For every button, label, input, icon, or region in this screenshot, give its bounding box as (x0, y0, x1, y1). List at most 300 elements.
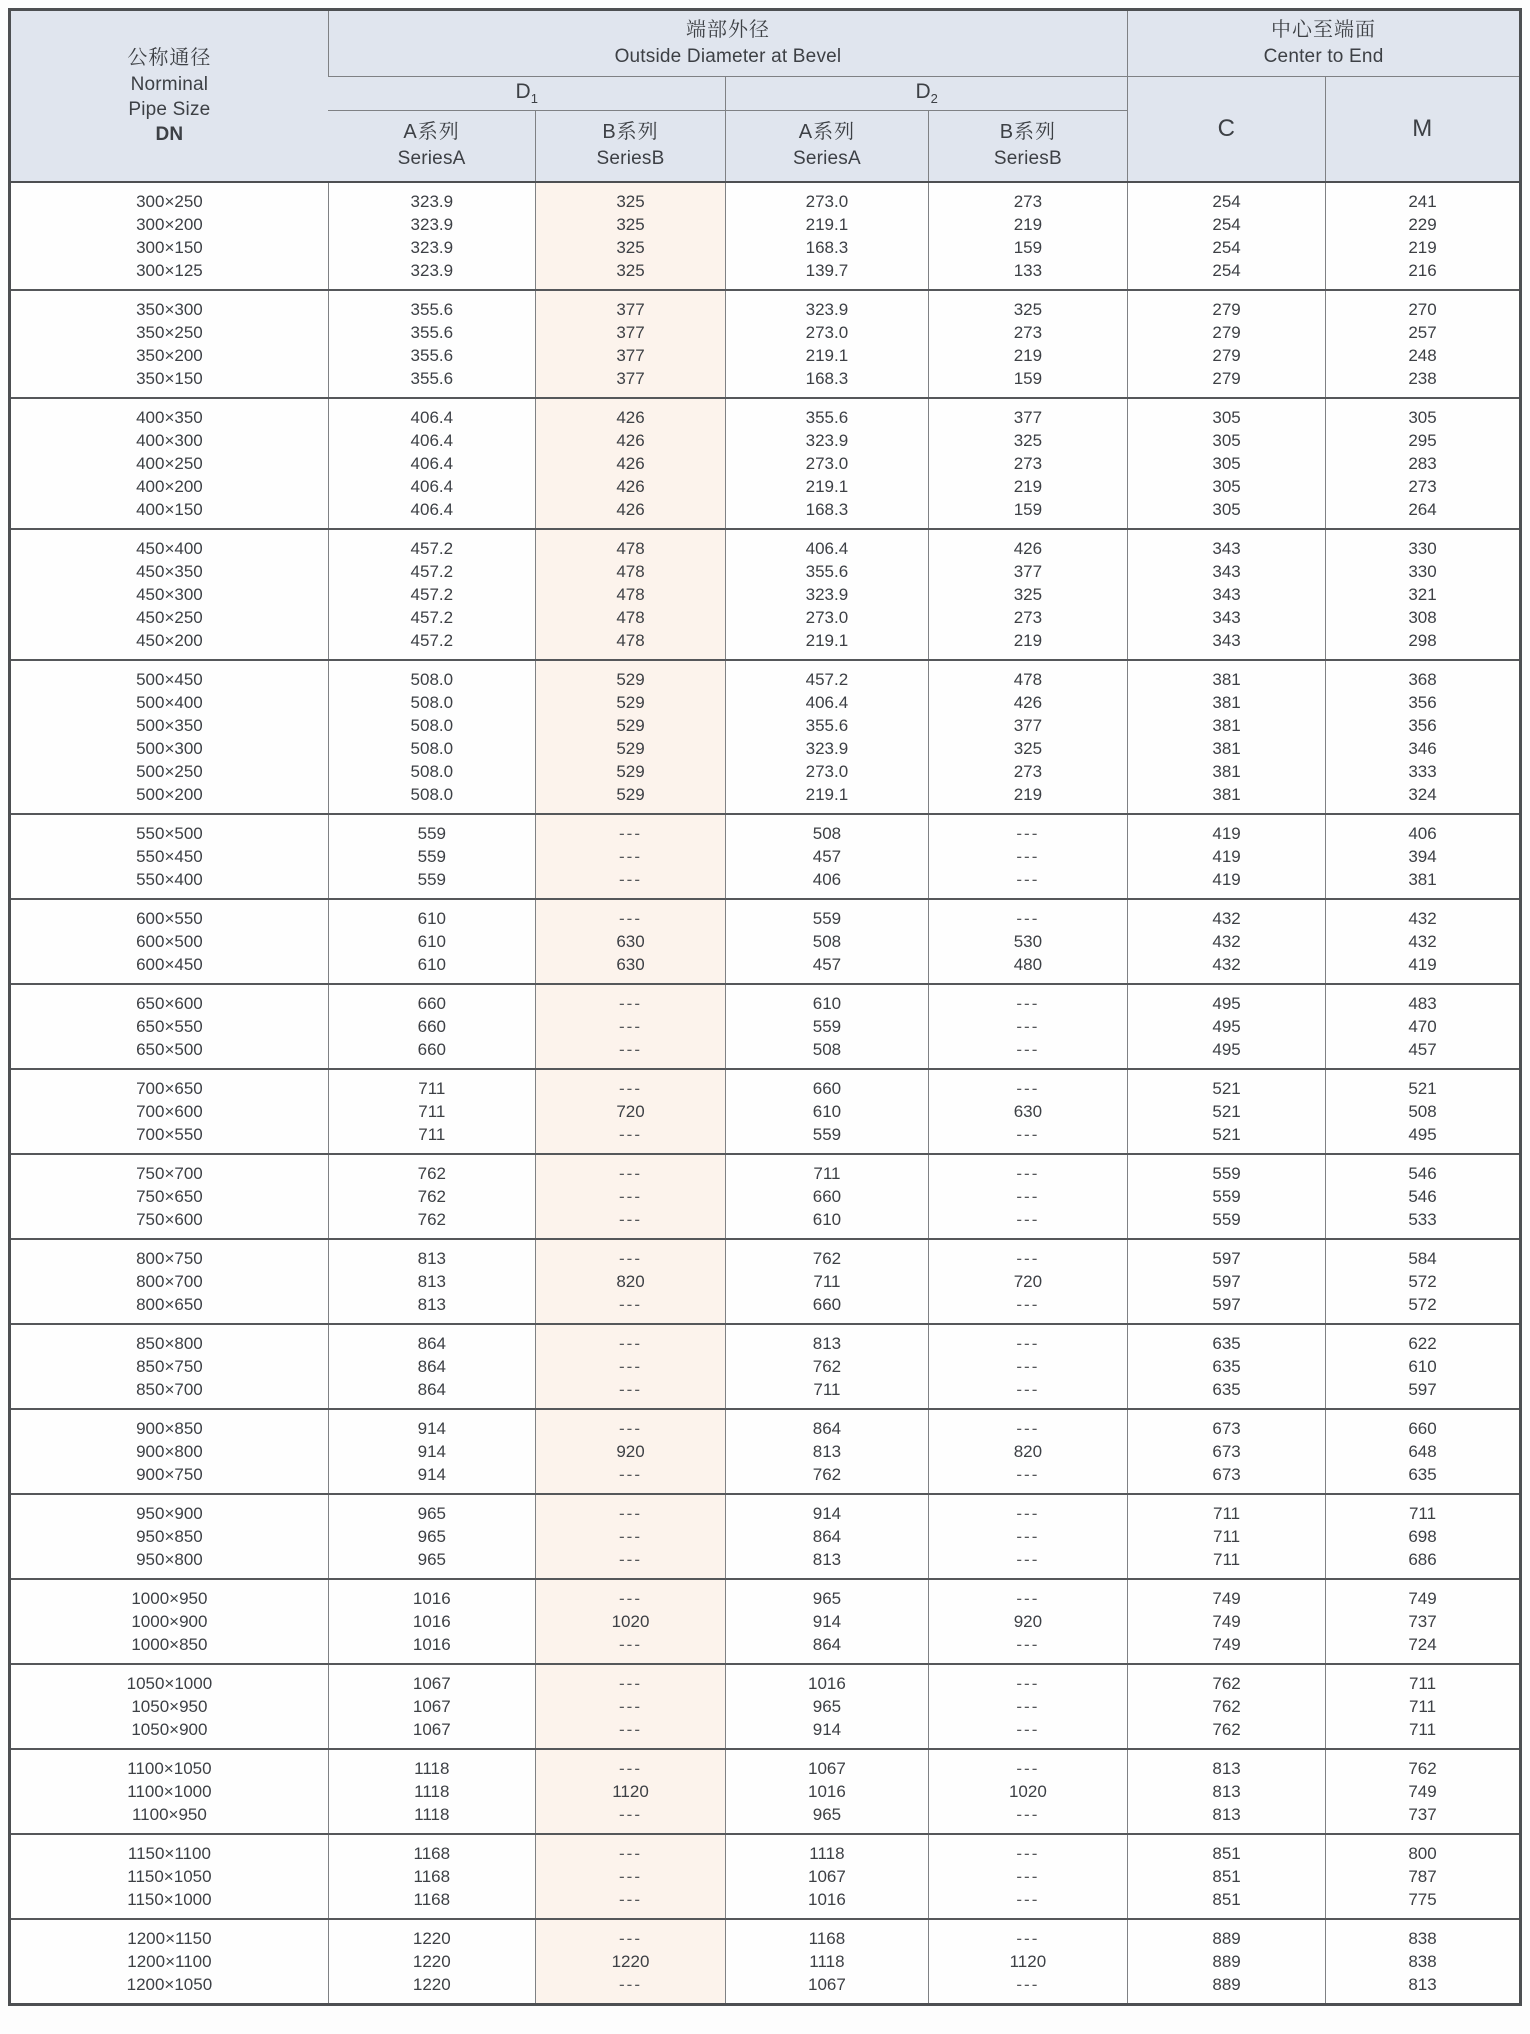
cell-d2-series-b: 159 (928, 498, 1127, 529)
cell-dn: 600×500 (10, 930, 329, 953)
table-row (10, 182, 1521, 213)
cell-m: 686 (1326, 1548, 1521, 1579)
cell-dn: 450×300 (10, 583, 329, 606)
cell-m: 698 (1326, 1525, 1521, 1548)
header-nps-en-line2: Pipe Size (128, 99, 211, 121)
cell-dn: 600×450 (10, 953, 329, 984)
cell-dn: 950×850 (10, 1525, 329, 1548)
cell-dn: 950×800 (10, 1548, 329, 1579)
cell-d1-series-a: 1220 (328, 1919, 535, 1950)
table-header (10, 10, 1521, 183)
table-row (10, 606, 1521, 629)
table-row (10, 845, 1521, 868)
cell-c: 343 (1128, 583, 1326, 606)
cell-d2-series-b: 1120 (928, 1950, 1127, 1973)
cell-d1-series-a: 457.2 (328, 529, 535, 560)
cell-dn: 1150×1100 (10, 1834, 329, 1865)
cell-d2-series-a: 660 (726, 1185, 928, 1208)
cell-d2-series-a: 406.4 (726, 529, 928, 560)
cell-c: 305 (1128, 429, 1326, 452)
cell-d2-series-a: 711 (726, 1270, 928, 1293)
cell-m: 381 (1326, 868, 1521, 899)
cell-d2-series-b: 325 (928, 583, 1127, 606)
cell-dn: 1050×1000 (10, 1664, 329, 1695)
cell-c: 254 (1128, 259, 1326, 290)
cell-d2-series-b: 159 (928, 236, 1127, 259)
cell-c: 749 (1128, 1579, 1326, 1610)
cell-m: 572 (1326, 1270, 1521, 1293)
cell-m: 521 (1326, 1069, 1521, 1100)
cell-c: 851 (1128, 1865, 1326, 1888)
cell-dn: 500×350 (10, 714, 329, 737)
cell-d2-series-a: 864 (726, 1633, 928, 1664)
cell-d2-series-b: 920 (928, 1610, 1127, 1633)
cell-dn: 500×450 (10, 660, 329, 691)
cell-d1-series-b: --- (535, 1038, 725, 1069)
cell-d2-series-b: --- (928, 1548, 1127, 1579)
header-center-to-end (1128, 10, 1521, 77)
cell-c: 559 (1128, 1208, 1326, 1239)
table-row (10, 1865, 1521, 1888)
cell-c: 381 (1128, 691, 1326, 714)
cell-d1-series-b: 478 (535, 529, 725, 560)
cell-d2-series-b: --- (928, 1208, 1127, 1239)
table-row (10, 1718, 1521, 1749)
cell-d2-series-b: --- (928, 1038, 1127, 1069)
cell-d1-series-b: --- (535, 1865, 725, 1888)
cell-d2-series-b: 820 (928, 1440, 1127, 1463)
dn-group (10, 1749, 1521, 1834)
table-row (10, 1293, 1521, 1324)
cell-d1-series-b: --- (535, 814, 725, 845)
cell-d2-series-a: 323.9 (726, 737, 928, 760)
cell-d1-series-b: --- (535, 1919, 725, 1950)
cell-d1-series-b: --- (535, 1579, 725, 1610)
cell-d2-series-b: --- (928, 1154, 1127, 1185)
cell-d2-series-a: 219.1 (726, 629, 928, 660)
cell-d2-series-a: 323.9 (726, 583, 928, 606)
cell-d2-series-a: 1067 (726, 1973, 928, 2005)
dn-group (10, 1324, 1521, 1409)
header-d1-series-b: B系列 SeriesB (535, 111, 725, 183)
cell-d2-series-a: 508 (726, 814, 928, 845)
cell-d1-series-a: 355.6 (328, 321, 535, 344)
cell-m: 610 (1326, 1355, 1521, 1378)
cell-d1-series-b: --- (535, 984, 725, 1015)
cell-c: 254 (1128, 236, 1326, 259)
cell-dn: 750×700 (10, 1154, 329, 1185)
table-row (10, 1579, 1521, 1610)
cell-d1-series-a: 864 (328, 1355, 535, 1378)
cell-dn: 350×150 (10, 367, 329, 398)
cell-c: 432 (1128, 953, 1326, 984)
cell-c: 305 (1128, 475, 1326, 498)
cell-c: 597 (1128, 1239, 1326, 1270)
cell-d2-series-a: 406.4 (726, 691, 928, 714)
cell-d2-series-b: --- (928, 1409, 1127, 1440)
cell-d2-series-b: --- (928, 1579, 1127, 1610)
cell-dn: 400×250 (10, 452, 329, 475)
cell-dn: 1050×950 (10, 1695, 329, 1718)
cell-dn: 550×450 (10, 845, 329, 868)
cell-d2-series-a: 273.0 (726, 182, 928, 213)
cell-d2-series-b: 377 (928, 398, 1127, 429)
cell-d1-series-b: --- (535, 1378, 725, 1409)
cell-dn: 400×150 (10, 498, 329, 529)
cell-d1-series-a: 1220 (328, 1973, 535, 2005)
cell-dn: 450×200 (10, 629, 329, 660)
table-row (10, 1270, 1521, 1293)
cell-d1-series-b: --- (535, 1888, 725, 1919)
table-row (10, 814, 1521, 845)
cell-m: 333 (1326, 760, 1521, 783)
cell-d1-series-b: --- (535, 1548, 725, 1579)
cell-d2-series-a: 813 (726, 1440, 928, 1463)
cell-d2-series-b: --- (928, 984, 1127, 1015)
table-row (10, 899, 1521, 930)
cell-d1-series-b: 478 (535, 629, 725, 660)
cell-d2-series-a: 457 (726, 845, 928, 868)
cell-d2-series-b: 273 (928, 182, 1127, 213)
cell-dn: 400×300 (10, 429, 329, 452)
cell-dn: 1050×900 (10, 1718, 329, 1749)
header-nominal-pipe-size (10, 10, 329, 183)
cell-m: 546 (1326, 1154, 1521, 1185)
cell-d1-series-b: --- (535, 1463, 725, 1494)
table-row (10, 760, 1521, 783)
table-row (10, 1100, 1521, 1123)
cell-m: 495 (1326, 1123, 1521, 1154)
cell-c: 495 (1128, 1015, 1326, 1038)
cell-d2-series-b: --- (928, 1865, 1127, 1888)
cell-d1-series-b: 377 (535, 367, 725, 398)
header-outside-diameter (328, 10, 1127, 77)
cell-d1-series-a: 406.4 (328, 429, 535, 452)
dn-group (10, 899, 1521, 984)
cell-d2-series-a: 323.9 (726, 429, 928, 452)
cell-c: 813 (1128, 1749, 1326, 1780)
cell-d1-series-a: 457.2 (328, 606, 535, 629)
cell-dn: 450×250 (10, 606, 329, 629)
table-row (10, 1633, 1521, 1664)
cell-d1-series-b: 325 (535, 236, 725, 259)
table-row (10, 398, 1521, 429)
table-row (10, 236, 1521, 259)
dn-group (10, 1494, 1521, 1579)
cell-dn: 500×400 (10, 691, 329, 714)
cell-d2-series-a: 219.1 (726, 344, 928, 367)
cell-dn: 1200×1050 (10, 1973, 329, 2005)
cell-d2-series-a: 219.1 (726, 213, 928, 236)
cell-d2-series-b: --- (928, 1664, 1127, 1695)
cell-dn: 1200×1100 (10, 1950, 329, 1973)
cell-c: 521 (1128, 1123, 1326, 1154)
cell-m: 749 (1326, 1579, 1521, 1610)
cell-c: 343 (1128, 560, 1326, 583)
cell-c: 635 (1128, 1378, 1326, 1409)
cell-dn: 1000×900 (10, 1610, 329, 1633)
cell-d1-series-b: --- (535, 899, 725, 930)
cell-d1-series-b: 529 (535, 691, 725, 714)
dn-group (10, 1409, 1521, 1494)
cell-c: 673 (1128, 1463, 1326, 1494)
cell-m: 298 (1326, 629, 1521, 660)
cell-c: 279 (1128, 367, 1326, 398)
cell-d2-series-b: --- (928, 1803, 1127, 1834)
table-row (10, 1494, 1521, 1525)
cell-dn: 650×500 (10, 1038, 329, 1069)
cell-d1-series-b: 1020 (535, 1610, 725, 1633)
cell-d2-series-b: 273 (928, 321, 1127, 344)
cell-d2-series-a: 864 (726, 1409, 928, 1440)
cell-d1-series-a: 1220 (328, 1950, 535, 1973)
cell-dn: 500×250 (10, 760, 329, 783)
cell-dn: 1000×850 (10, 1633, 329, 1664)
cell-c: 851 (1128, 1834, 1326, 1865)
cell-d1-series-b: --- (535, 1695, 725, 1718)
cell-d2-series-a: 1067 (726, 1749, 928, 1780)
cell-d2-series-b: --- (928, 1015, 1127, 1038)
cell-d2-series-a: 508 (726, 930, 928, 953)
cell-d1-series-a: 508.0 (328, 660, 535, 691)
cell-dn: 350×200 (10, 344, 329, 367)
cell-d2-series-b: 133 (928, 259, 1127, 290)
cell-d1-series-a: 355.6 (328, 367, 535, 398)
cell-c: 419 (1128, 814, 1326, 845)
cell-c: 305 (1128, 452, 1326, 475)
cell-d1-series-a: 323.9 (328, 182, 535, 213)
cell-m: 800 (1326, 1834, 1521, 1865)
cell-d2-series-b: --- (928, 1695, 1127, 1718)
cell-d1-series-b: 1120 (535, 1780, 725, 1803)
cell-dn: 850×750 (10, 1355, 329, 1378)
table-row (10, 1780, 1521, 1803)
cell-d2-series-a: 273.0 (726, 321, 928, 344)
cell-c: 559 (1128, 1154, 1326, 1185)
cell-m: 330 (1326, 560, 1521, 583)
cell-dn: 1200×1150 (10, 1919, 329, 1950)
cell-c: 343 (1128, 629, 1326, 660)
cell-dn: 300×125 (10, 259, 329, 290)
cell-d1-series-a: 965 (328, 1525, 535, 1548)
cell-m: 229 (1326, 213, 1521, 236)
header-od-en: Outside Diameter at Bevel (614, 46, 842, 67)
table-row (10, 1834, 1521, 1865)
table-row (10, 1015, 1521, 1038)
cell-m: 584 (1326, 1239, 1521, 1270)
cell-c: 419 (1128, 868, 1326, 899)
cell-d1-series-a: 813 (328, 1270, 535, 1293)
cell-d1-series-a: 559 (328, 814, 535, 845)
table-row (10, 691, 1521, 714)
cell-d2-series-a: 660 (726, 1069, 928, 1100)
cell-d1-series-b: --- (535, 1664, 725, 1695)
cell-dn: 450×400 (10, 529, 329, 560)
cell-d2-series-b: 325 (928, 737, 1127, 760)
cell-dn: 750×650 (10, 1185, 329, 1208)
cell-d1-series-b: --- (535, 1293, 725, 1324)
cell-c: 889 (1128, 1919, 1326, 1950)
cell-d2-series-b: 630 (928, 1100, 1127, 1123)
header-nps-zh: 公称通径 (127, 47, 212, 70)
table-row (10, 737, 1521, 760)
cell-d2-series-a: 219.1 (726, 475, 928, 498)
cell-d1-series-a: 457.2 (328, 629, 535, 660)
cell-m: 324 (1326, 783, 1521, 814)
cell-d1-series-b: 820 (535, 1270, 725, 1293)
cell-d1-series-b: 529 (535, 783, 725, 814)
cell-dn: 900×850 (10, 1409, 329, 1440)
cell-d1-series-a: 1067 (328, 1664, 535, 1695)
dn-group (10, 529, 1521, 660)
cell-d1-series-a: 508.0 (328, 714, 535, 737)
cell-d2-series-a: 168.3 (726, 498, 928, 529)
cell-d1-series-a: 323.9 (328, 236, 535, 259)
cell-m: 597 (1326, 1378, 1521, 1409)
cell-d2-series-a: 355.6 (726, 398, 928, 429)
cell-dn: 1100×1050 (10, 1749, 329, 1780)
cell-d2-series-b: --- (928, 1324, 1127, 1355)
cell-m: 813 (1326, 1973, 1521, 2005)
cell-d1-series-b: 377 (535, 290, 725, 321)
cell-d1-series-b: 920 (535, 1440, 725, 1463)
dn-group (10, 1239, 1521, 1324)
cell-d2-series-a: 1118 (726, 1834, 928, 1865)
cell-d2-series-b: 480 (928, 953, 1127, 984)
cell-c: 419 (1128, 845, 1326, 868)
cell-d2-series-b: --- (928, 1525, 1127, 1548)
cell-d2-series-a: 914 (726, 1718, 928, 1749)
cell-d2-series-a: 406 (726, 868, 928, 899)
cell-d2-series-a: 1016 (726, 1780, 928, 1803)
cell-d2-series-a: 965 (726, 1803, 928, 1834)
cell-d2-series-a: 273.0 (726, 606, 928, 629)
dn-group (10, 1154, 1521, 1239)
cell-d2-series-b: --- (928, 1123, 1127, 1154)
cell-c: 381 (1128, 783, 1326, 814)
header-m: M (1326, 77, 1521, 183)
cell-m: 749 (1326, 1780, 1521, 1803)
dn-group (10, 1579, 1521, 1664)
cell-d2-series-a: 457.2 (726, 660, 928, 691)
cell-d1-series-a: 1067 (328, 1695, 535, 1718)
table-row (10, 367, 1521, 398)
cell-m: 295 (1326, 429, 1521, 452)
cell-m: 787 (1326, 1865, 1521, 1888)
cell-d2-series-b: 426 (928, 691, 1127, 714)
cell-d1-series-a: 1016 (328, 1633, 535, 1664)
cell-d2-series-b: --- (928, 1973, 1127, 2005)
cell-d1-series-b: --- (535, 1633, 725, 1664)
header-nps-en-line1: Norminal (130, 74, 209, 96)
cell-d1-series-a: 457.2 (328, 583, 535, 606)
cell-dn: 950×900 (10, 1494, 329, 1525)
cell-m: 356 (1326, 714, 1521, 737)
cell-dn: 400×200 (10, 475, 329, 498)
cell-d1-series-a: 965 (328, 1494, 535, 1525)
cell-d2-series-a: 762 (726, 1463, 928, 1494)
header-ce-zh: 中心至端面 (1271, 19, 1377, 41)
table-row (10, 560, 1521, 583)
cell-c: 521 (1128, 1100, 1326, 1123)
cell-d2-series-b: 377 (928, 560, 1127, 583)
cell-d2-series-a: 559 (726, 1015, 928, 1038)
cell-d1-series-b: 529 (535, 737, 725, 760)
cell-d1-series-a: 1016 (328, 1610, 535, 1633)
table-row (10, 583, 1521, 606)
cell-c: 495 (1128, 984, 1326, 1015)
cell-d1-series-a: 711 (328, 1100, 535, 1123)
cell-d2-series-b: --- (928, 868, 1127, 899)
cell-d2-series-b: 273 (928, 760, 1127, 783)
cell-dn: 400×350 (10, 398, 329, 429)
cell-d1-series-a: 355.6 (328, 344, 535, 367)
cell-m: 273 (1326, 475, 1521, 498)
cell-d2-series-b: 219 (928, 629, 1127, 660)
table-row (10, 1324, 1521, 1355)
table-row (10, 259, 1521, 290)
cell-d2-series-b: 377 (928, 714, 1127, 737)
dn-group (10, 660, 1521, 814)
table-row (10, 1950, 1521, 1973)
cell-d2-series-b: 219 (928, 475, 1127, 498)
cell-c: 762 (1128, 1695, 1326, 1718)
cell-d1-series-a: 864 (328, 1324, 535, 1355)
cell-m: 432 (1326, 930, 1521, 953)
cell-d2-series-a: 273.0 (726, 760, 928, 783)
table-row (10, 1038, 1521, 1069)
cell-d1-series-a: 660 (328, 1038, 535, 1069)
cell-m: 483 (1326, 984, 1521, 1015)
cell-m: 356 (1326, 691, 1521, 714)
cell-d1-series-b: --- (535, 1355, 725, 1378)
cell-d2-series-a: 914 (726, 1494, 928, 1525)
cell-m: 346 (1326, 737, 1521, 760)
cell-d1-series-b: 478 (535, 560, 725, 583)
cell-dn: 300×200 (10, 213, 329, 236)
table-row (10, 1919, 1521, 1950)
table-row (10, 475, 1521, 498)
cell-d1-series-b: 377 (535, 321, 725, 344)
cell-d1-series-b: 426 (535, 475, 725, 498)
table-row (10, 1888, 1521, 1919)
cell-d1-series-b: --- (535, 1123, 725, 1154)
table-row (10, 344, 1521, 367)
cell-dn: 850×800 (10, 1324, 329, 1355)
cell-d2-series-b: 325 (928, 290, 1127, 321)
cell-dn: 350×300 (10, 290, 329, 321)
cell-m: 533 (1326, 1208, 1521, 1239)
cell-c: 749 (1128, 1633, 1326, 1664)
cell-d1-series-a: 914 (328, 1409, 535, 1440)
cell-d2-series-b: --- (928, 1888, 1127, 1919)
cell-d1-series-a: 1067 (328, 1718, 535, 1749)
cell-m: 711 (1326, 1494, 1521, 1525)
cell-dn: 1150×1000 (10, 1888, 329, 1919)
cell-d1-series-a: 660 (328, 1015, 535, 1038)
cell-d1-series-a: 1168 (328, 1834, 535, 1865)
cell-dn: 300×250 (10, 182, 329, 213)
cell-d1-series-b: 325 (535, 259, 725, 290)
cell-d2-series-b: 219 (928, 783, 1127, 814)
header-c: C (1128, 77, 1326, 183)
cell-d1-series-a: 508.0 (328, 691, 535, 714)
header-d2-series-a: A系列 SeriesA (726, 111, 928, 183)
cell-d2-series-b: 273 (928, 606, 1127, 629)
cell-m: 394 (1326, 845, 1521, 868)
cell-dn: 350×250 (10, 321, 329, 344)
cell-d1-series-b: 325 (535, 213, 725, 236)
